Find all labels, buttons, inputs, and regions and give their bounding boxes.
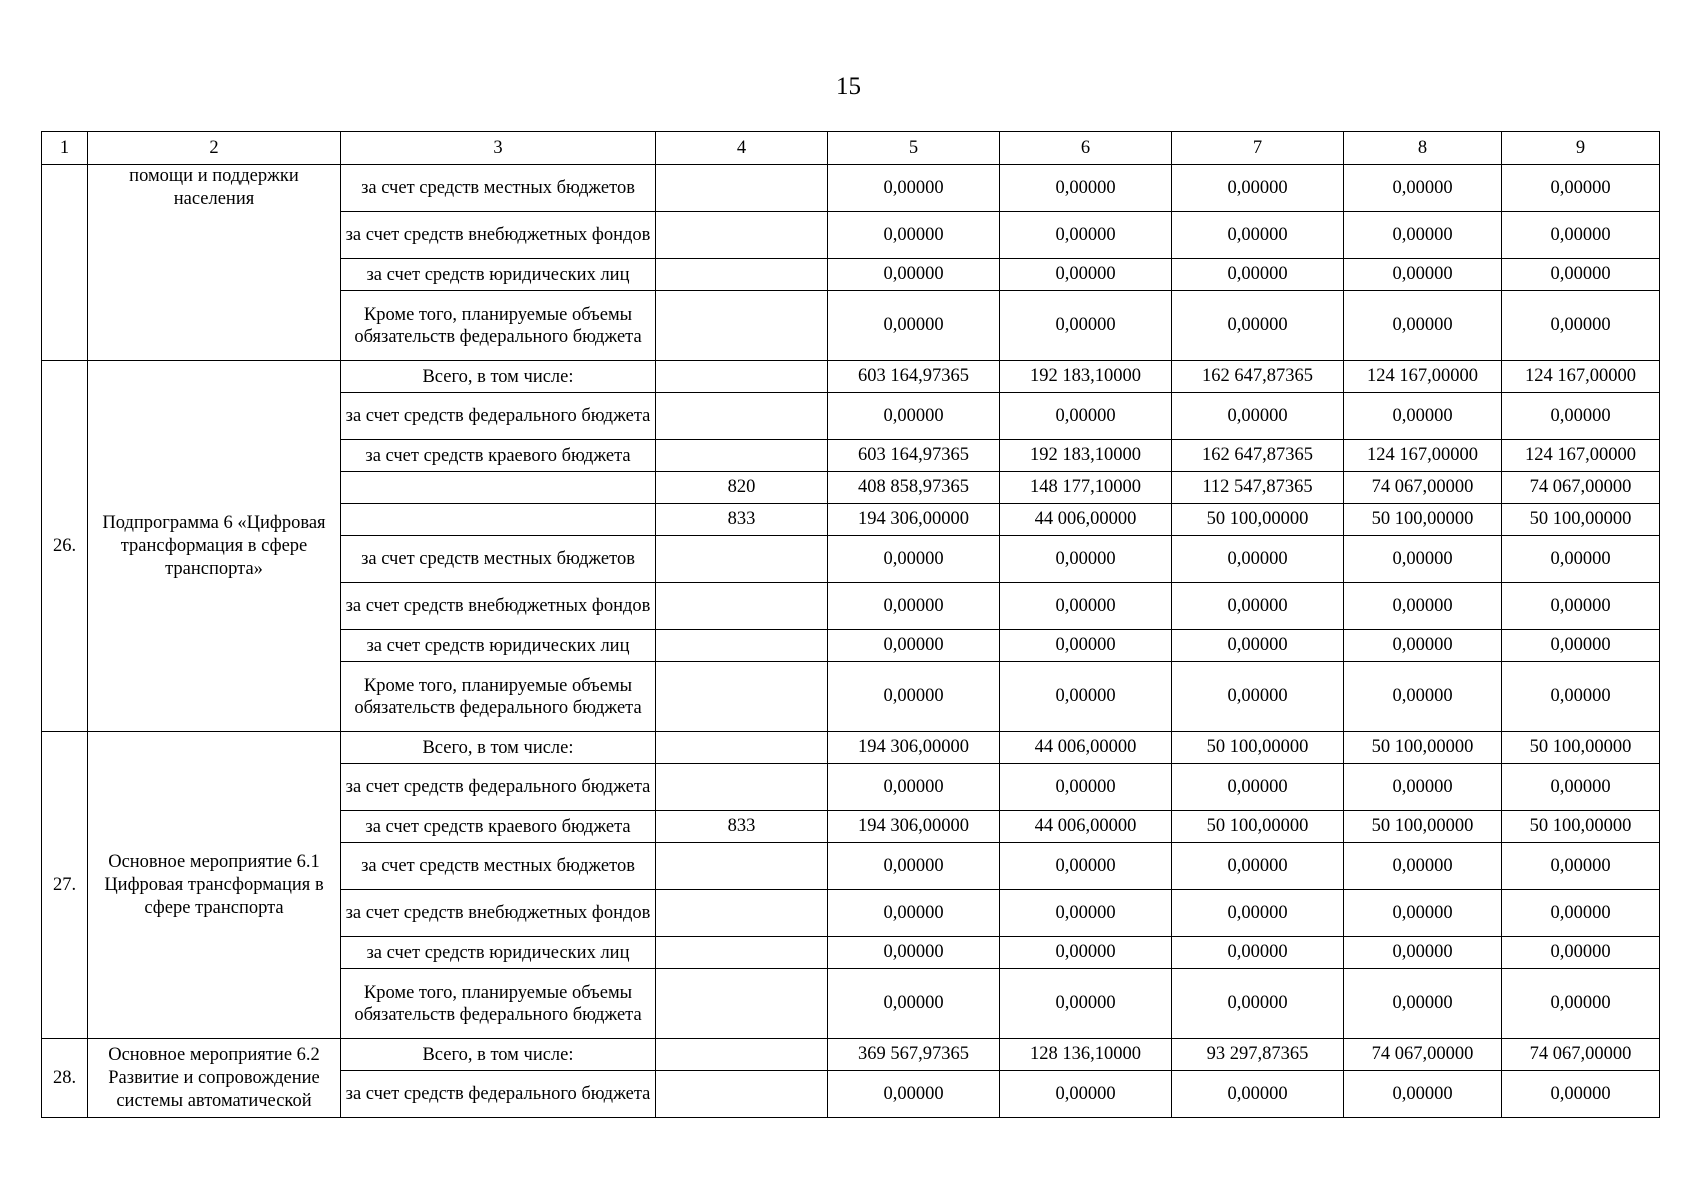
funding-source bbox=[341, 472, 656, 504]
amount-col-6: 0,00000 bbox=[1000, 764, 1172, 811]
amount-col-7: 50 100,00000 bbox=[1172, 811, 1344, 843]
amount-col-9: 124 167,00000 bbox=[1502, 440, 1660, 472]
amount-col-6: 0,00000 bbox=[1000, 969, 1172, 1039]
amount-col-7: 162 647,87365 bbox=[1172, 361, 1344, 393]
amount-col-5: 408 858,97365 bbox=[828, 472, 1000, 504]
amount-col-5: 0,00000 bbox=[828, 212, 1000, 259]
funding-source: за счет средств юридических лиц bbox=[341, 937, 656, 969]
budget-code bbox=[656, 393, 828, 440]
item-number: 27. bbox=[42, 732, 88, 1039]
budget-code bbox=[656, 212, 828, 259]
budget-code bbox=[656, 662, 828, 732]
amount-col-8: 0,00000 bbox=[1344, 630, 1502, 662]
amount-col-6: 0,00000 bbox=[1000, 583, 1172, 630]
amount-col-6: 44 006,00000 bbox=[1000, 732, 1172, 764]
amount-col-9: 0,00000 bbox=[1502, 291, 1660, 361]
amount-col-8: 0,00000 bbox=[1344, 890, 1502, 937]
item-number: 26. bbox=[42, 361, 88, 732]
amount-col-8: 74 067,00000 bbox=[1344, 472, 1502, 504]
funding-source: за счет средств федерального бюджета bbox=[341, 1071, 656, 1118]
amount-col-7: 0,00000 bbox=[1172, 259, 1344, 291]
item-name: Подпрограмма 6 «Цифровая трансформация в сфере транспорта» bbox=[88, 361, 341, 732]
amount-col-5: 603 164,97365 bbox=[828, 361, 1000, 393]
amount-col-5: 0,00000 bbox=[828, 662, 1000, 732]
budget-code bbox=[656, 969, 828, 1039]
amount-col-8: 50 100,00000 bbox=[1344, 504, 1502, 536]
amount-col-9: 0,00000 bbox=[1502, 212, 1660, 259]
amount-col-9: 0,00000 bbox=[1502, 1071, 1660, 1118]
funding-source: Всего, в том числе: bbox=[341, 732, 656, 764]
table-row bbox=[42, 361, 1660, 393]
amount-col-9: 50 100,00000 bbox=[1502, 811, 1660, 843]
item-number bbox=[42, 165, 88, 361]
amount-col-8: 0,00000 bbox=[1344, 937, 1502, 969]
amount-col-5: 0,00000 bbox=[828, 165, 1000, 212]
item-name: Основное мероприятие 6.1 Цифровая трансформация в сфере транспорта bbox=[88, 732, 341, 1039]
amount-col-7: 50 100,00000 bbox=[1172, 504, 1344, 536]
amount-col-9: 0,00000 bbox=[1502, 583, 1660, 630]
amount-col-7: 93 297,87365 bbox=[1172, 1039, 1344, 1071]
amount-col-9: 50 100,00000 bbox=[1502, 504, 1660, 536]
amount-col-8: 50 100,00000 bbox=[1344, 811, 1502, 843]
funding-source: за счет средств федерального бюджета bbox=[341, 764, 656, 811]
funding-source: за счет средств краевого бюджета bbox=[341, 811, 656, 843]
amount-col-7: 112 547,87365 bbox=[1172, 472, 1344, 504]
amount-col-7: 0,00000 bbox=[1172, 536, 1344, 583]
amount-col-8: 0,00000 bbox=[1344, 393, 1502, 440]
budget-code bbox=[656, 583, 828, 630]
amount-col-8: 74 067,00000 bbox=[1344, 1039, 1502, 1071]
budget-code bbox=[656, 1039, 828, 1071]
budget-code bbox=[656, 291, 828, 361]
budget-code bbox=[656, 361, 828, 393]
amount-col-7: 50 100,00000 bbox=[1172, 732, 1344, 764]
item-number: 28. bbox=[42, 1039, 88, 1118]
amount-col-7: 0,00000 bbox=[1172, 969, 1344, 1039]
amount-col-9: 50 100,00000 bbox=[1502, 732, 1660, 764]
header-cell: 3 bbox=[341, 132, 656, 165]
budget-code bbox=[656, 843, 828, 890]
amount-col-7: 0,00000 bbox=[1172, 937, 1344, 969]
amount-col-7: 0,00000 bbox=[1172, 764, 1344, 811]
amount-col-5: 0,00000 bbox=[828, 890, 1000, 937]
amount-col-8: 0,00000 bbox=[1344, 764, 1502, 811]
amount-col-5: 0,00000 bbox=[828, 291, 1000, 361]
header-cell: 6 bbox=[1000, 132, 1172, 165]
amount-col-5: 0,00000 bbox=[828, 259, 1000, 291]
budget-code bbox=[656, 536, 828, 583]
item-name: помощи и поддержки населения bbox=[88, 165, 341, 361]
budget-code bbox=[656, 630, 828, 662]
amount-col-5: 0,00000 bbox=[828, 1071, 1000, 1118]
budget-code bbox=[656, 440, 828, 472]
amount-col-5: 0,00000 bbox=[828, 393, 1000, 440]
amount-col-9: 0,00000 bbox=[1502, 764, 1660, 811]
funding-source: Кроме того, планируемые объемы обязательств федерального бюджета bbox=[341, 291, 656, 361]
amount-col-6: 0,00000 bbox=[1000, 393, 1172, 440]
page-number: 15 bbox=[836, 73, 861, 100]
amount-col-7: 162 647,87365 bbox=[1172, 440, 1344, 472]
amount-col-5: 194 306,00000 bbox=[828, 811, 1000, 843]
amount-col-7: 0,00000 bbox=[1172, 393, 1344, 440]
budget-code bbox=[656, 165, 828, 212]
header-cell: 9 bbox=[1502, 132, 1660, 165]
amount-col-8: 50 100,00000 bbox=[1344, 732, 1502, 764]
funding-source: Всего, в том числе: bbox=[341, 1039, 656, 1071]
funding-source: за счет средств местных бюджетов bbox=[341, 843, 656, 890]
amount-col-6: 148 177,10000 bbox=[1000, 472, 1172, 504]
amount-col-6: 128 136,10000 bbox=[1000, 1039, 1172, 1071]
amount-col-5: 0,00000 bbox=[828, 764, 1000, 811]
funding-source: за счет средств внебюджетных фондов bbox=[341, 583, 656, 630]
amount-col-7: 0,00000 bbox=[1172, 291, 1344, 361]
funding-source: за счет средств местных бюджетов bbox=[341, 165, 656, 212]
budget-code bbox=[656, 890, 828, 937]
amount-col-6: 0,00000 bbox=[1000, 165, 1172, 212]
amount-col-9: 0,00000 bbox=[1502, 937, 1660, 969]
amount-col-9: 124 167,00000 bbox=[1502, 361, 1660, 393]
funding-source: за счет средств краевого бюджета bbox=[341, 440, 656, 472]
amount-col-6: 44 006,00000 bbox=[1000, 811, 1172, 843]
amount-col-9: 74 067,00000 bbox=[1502, 1039, 1660, 1071]
table-body bbox=[42, 132, 1660, 1118]
funding-source: за счет средств юридических лиц bbox=[341, 630, 656, 662]
funding-source: за счет средств федерального бюджета bbox=[341, 393, 656, 440]
amount-col-7: 0,00000 bbox=[1172, 165, 1344, 212]
amount-col-5: 0,00000 bbox=[828, 937, 1000, 969]
item-name: Основное мероприятие 6.2 Развитие и сопровождение системы автоматической bbox=[88, 1039, 341, 1118]
header-cell: 8 bbox=[1344, 132, 1502, 165]
amount-col-6: 0,00000 bbox=[1000, 843, 1172, 890]
amount-col-6: 192 183,10000 bbox=[1000, 361, 1172, 393]
amount-col-6: 0,00000 bbox=[1000, 1071, 1172, 1118]
amount-col-9: 0,00000 bbox=[1502, 890, 1660, 937]
amount-col-9: 0,00000 bbox=[1502, 969, 1660, 1039]
funding-source bbox=[341, 504, 656, 536]
table-row bbox=[42, 732, 1660, 764]
budget-code: 833 bbox=[656, 504, 828, 536]
amount-col-7: 0,00000 bbox=[1172, 662, 1344, 732]
amount-col-7: 0,00000 bbox=[1172, 890, 1344, 937]
amount-col-5: 194 306,00000 bbox=[828, 504, 1000, 536]
amount-col-5: 0,00000 bbox=[828, 536, 1000, 583]
amount-col-6: 0,00000 bbox=[1000, 259, 1172, 291]
amount-col-6: 0,00000 bbox=[1000, 291, 1172, 361]
amount-col-9: 0,00000 bbox=[1502, 843, 1660, 890]
amount-col-7: 0,00000 bbox=[1172, 212, 1344, 259]
funding-source: Кроме того, планируемые объемы обязательств федерального бюджета bbox=[341, 662, 656, 732]
funding-source: за счет средств юридических лиц bbox=[341, 259, 656, 291]
amount-col-6: 0,00000 bbox=[1000, 630, 1172, 662]
budget-table bbox=[41, 131, 1660, 1118]
amount-col-9: 0,00000 bbox=[1502, 630, 1660, 662]
amount-col-9: 0,00000 bbox=[1502, 165, 1660, 212]
amount-col-5: 0,00000 bbox=[828, 630, 1000, 662]
funding-source: Всего, в том числе: bbox=[341, 361, 656, 393]
budget-code bbox=[656, 937, 828, 969]
amount-col-9: 74 067,00000 bbox=[1502, 472, 1660, 504]
amount-col-8: 0,00000 bbox=[1344, 259, 1502, 291]
amount-col-8: 0,00000 bbox=[1344, 212, 1502, 259]
budget-code: 820 bbox=[656, 472, 828, 504]
amount-col-8: 0,00000 bbox=[1344, 843, 1502, 890]
amount-col-7: 0,00000 bbox=[1172, 843, 1344, 890]
amount-col-9: 0,00000 bbox=[1502, 259, 1660, 291]
amount-col-7: 0,00000 bbox=[1172, 583, 1344, 630]
funding-source: Кроме того, планируемые объемы обязательств федерального бюджета bbox=[341, 969, 656, 1039]
header-cell: 1 bbox=[42, 132, 88, 165]
amount-col-6: 44 006,00000 bbox=[1000, 504, 1172, 536]
table-row bbox=[42, 165, 1660, 212]
amount-col-8: 0,00000 bbox=[1344, 969, 1502, 1039]
header-cell: 7 bbox=[1172, 132, 1344, 165]
amount-col-8: 0,00000 bbox=[1344, 536, 1502, 583]
amount-col-6: 0,00000 bbox=[1000, 662, 1172, 732]
header-cell: 4 bbox=[656, 132, 828, 165]
amount-col-8: 0,00000 bbox=[1344, 165, 1502, 212]
budget-code bbox=[656, 764, 828, 811]
amount-col-9: 0,00000 bbox=[1502, 536, 1660, 583]
amount-col-7: 0,00000 bbox=[1172, 1071, 1344, 1118]
amount-col-8: 124 167,00000 bbox=[1344, 361, 1502, 393]
header-cell: 2 bbox=[88, 132, 341, 165]
amount-col-5: 603 164,97365 bbox=[828, 440, 1000, 472]
amount-col-8: 0,00000 bbox=[1344, 662, 1502, 732]
amount-col-6: 192 183,10000 bbox=[1000, 440, 1172, 472]
budget-code bbox=[656, 1071, 828, 1118]
amount-col-9: 0,00000 bbox=[1502, 393, 1660, 440]
budget-code: 833 bbox=[656, 811, 828, 843]
table-row bbox=[42, 1039, 1660, 1071]
amount-col-7: 0,00000 bbox=[1172, 630, 1344, 662]
header-row bbox=[42, 132, 1660, 165]
amount-col-6: 0,00000 bbox=[1000, 536, 1172, 583]
amount-col-8: 0,00000 bbox=[1344, 1071, 1502, 1118]
amount-col-6: 0,00000 bbox=[1000, 212, 1172, 259]
amount-col-8: 124 167,00000 bbox=[1344, 440, 1502, 472]
funding-source: за счет средств внебюджетных фондов bbox=[341, 212, 656, 259]
budget-code bbox=[656, 259, 828, 291]
amount-col-8: 0,00000 bbox=[1344, 583, 1502, 630]
amount-col-6: 0,00000 bbox=[1000, 890, 1172, 937]
header-cell: 5 bbox=[828, 132, 1000, 165]
amount-col-8: 0,00000 bbox=[1344, 291, 1502, 361]
amount-col-5: 0,00000 bbox=[828, 969, 1000, 1039]
budget-code bbox=[656, 732, 828, 764]
amount-col-9: 0,00000 bbox=[1502, 662, 1660, 732]
funding-source: за счет средств внебюджетных фондов bbox=[341, 890, 656, 937]
funding-source: за счет средств местных бюджетов bbox=[341, 536, 656, 583]
amount-col-5: 0,00000 bbox=[828, 843, 1000, 890]
amount-col-6: 0,00000 bbox=[1000, 937, 1172, 969]
amount-col-5: 369 567,97365 bbox=[828, 1039, 1000, 1071]
amount-col-5: 0,00000 bbox=[828, 583, 1000, 630]
amount-col-5: 194 306,00000 bbox=[828, 732, 1000, 764]
